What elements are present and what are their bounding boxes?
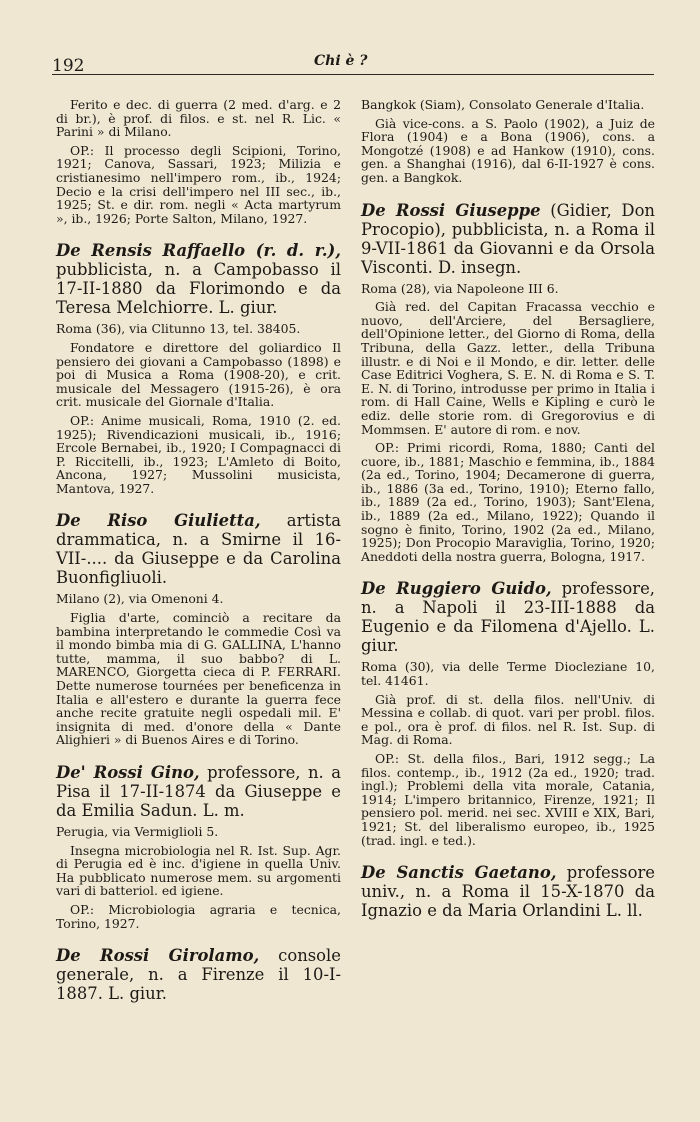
entry-works: OP.: Anime musicali, Roma, 1910 (2. ed. 1925); Rivendicazioni musicali, ib., 1916; Ercole Bernabei, ib., 1920; I Compagnacci di P. Riccitelli, ib., 1923; L'Amleto di Boito, Ancona, 1927; Mussolini musicista, Mantova, 1927. (56, 412, 341, 496)
entry-headline: pubblicista, n. a Campobasso il 17-II-1880 da Florimondo e da Teresa Melchiorre. L. giur. (56, 260, 341, 318)
entry-de-riso-giulietta (56, 511, 341, 747)
entry-headline: artista drammatica, n. a Smirne il 16-VII-.... da Giuseppe e da Carolina Buonfigliuoli. (56, 511, 341, 588)
entry-headline: (Gidier, Don Procopio), pubblicista, n. a Roma il 9-VII-1861 da Giovanni e da Orsola Visconti. D. insegn. (361, 200, 655, 277)
entry-biography: Già red. del Capitan Fracassa vecchio e nuovo, dell'Arciere, del Bersagliere, dell'Opinione letter., del Giorno di Roma, della Tribuna, della Gazz. letter., della Tribuna illustr. e di Noi e il Mondo, e dir. letter. delle Case Editrici Voghera, S. E. N. di Roma e S. T. E. N. di Torino, introdusse per primo in Italia i rom. di Hall Caine, Wells e Kipling e curò le ediz. delle storie rom. di Gregorovius e di Mommsen. E' autore di rom. e nov. (361, 299, 655, 437)
entry-de-ruggiero-guido (361, 579, 655, 847)
entry-works: OP.: Microbiologia agraria e tecnica, Torino, 1927. (56, 901, 341, 931)
right-column (361, 98, 655, 936)
entry-de-rossi-giuseppe (361, 201, 655, 564)
entry-name: De' Rossi Gino, (56, 763, 200, 782)
continued-entry (361, 98, 655, 185)
entry-address: Bangkok (Siam), Consolato Generale d'Italia. (361, 97, 645, 112)
entry-headline: professore univ., n. a Roma il 15-X-1870 da Ignazio e da Maria Orlandini L. ll. (361, 863, 655, 921)
entry-address: Roma (36), via Clitunno 13, tel. 38405. (56, 321, 301, 337)
continued-entry (56, 98, 341, 225)
entry-name: De Rensis Raffaello (r. d. r.), (56, 241, 341, 261)
entry-heading (56, 946, 341, 1003)
entry-works: OP.: Primi ricordi, Roma, 1880; Canti del cuore, ib., 1881; Maschio e femmina, ib., 1884 (2a ed., Torino, 1904; Decamerone di guerra, ib., 1886 (3a ed., Torino, 1910); Eterno fallo, ib., 1889 (2a ed., Torino, 1903); Sant'Elena, ib., 1889 (2a ed., Milano, 1922); Quando il sogno è finito, Torino, 1902 (2a ed., Milano, 1925); Don Procopio Maraviglia, Torino, 1920; Aneddoti della nostra guerra, Bologna, 1917. (361, 440, 655, 564)
left-column (56, 98, 341, 1019)
page-header (52, 52, 654, 76)
entry-name: De Rossi Girolamo, (56, 946, 260, 966)
running-title: Chi è ? (314, 53, 368, 69)
entry-biography: Figlia d'arte, cominciò a recitare da bambina interpretando le commedie Così va il mondo bimba mia di G. GALLINA, L'hanno tutte, mamma, il suo babbo? di L. MARENCO, Giorgetta cieca di P. FERRARI. Dette numerose tournées per beneficenza in Italia e all'estero e durante la guerra fece anche recite gratuite negli ospedali mil. E' insignita di med. d'onore della « Dante Alighieri » di Buenos Aires e di Torino. (56, 610, 341, 748)
entry-biography: Già prof. di st. della filos. nell'Univ. di Messina e collab. di quot. vari per probl. filos. e pol., ora è prof. di filos. nel R. Ist. Sup. di Mag. di Roma. (361, 691, 655, 748)
entry-works: OP.: Il processo degli Scipioni, Torino, 1921; Canova, Sassari, 1923; Milizia e cristianesimo nell'impero rom., ib., 1924; Decio e la crisi dell'impero nel III sec., ib., 1925; St. e dir. rom. negli « Acta martyrum », ib., 1926; Porte Salton, Milano, 1927. (56, 142, 341, 226)
entry-address: Roma (28), via Napoleone III 6. (361, 280, 559, 296)
entry-address: Roma (30), via delle Terme Diocleziane 10, tel. 41461. (361, 659, 655, 689)
entry-address: Milano (2), via Omenoni 4. (56, 591, 224, 607)
entry-heading (56, 241, 341, 317)
entry-name: De Ruggiero Guido, (361, 579, 552, 599)
entry-de-rensis-raffaello (56, 241, 341, 495)
entry-heading (56, 763, 341, 820)
entry-name: De Sanctis Gaetano, (361, 863, 557, 883)
entry-address: Perugia, via Vermiglioli 5. (56, 824, 219, 839)
entry-name: De Rossi Giuseppe (361, 200, 541, 220)
entry-name: De Riso Giulietta, (56, 511, 261, 531)
entry-works: OP.: St. della filos., Bari, 1912 segg.; La filos. contemp., ib., 1912 (2a ed., 1920; trad. ingl.); Problemi della vita morale, Catania, 1914; L'impero britannico, Firenze, 1921; Il pensiero pol. merid. nei sec. XVIII e XIX, Bari, 1921; St. del liberalismo europeo, ib., 1925 (trad. ingl. e ted.). (361, 751, 655, 848)
entry-heading (361, 863, 655, 920)
entry-biography: Già vice-cons. a S. Paolo (1902), a Juiz de Flora (1904) e a Bona (1906), cons. a Mongotzé (1908) e ad Hankow (1910), cons. gen. a Shanghai (1916), dal 6-II-1927 è cons. gen. a Bangkok. (361, 115, 655, 185)
entry-headline: professore, n. a Napoli il 23-III-1888 da Eugenio e da Filomena d'Ajello. L. giur. (361, 579, 656, 656)
entry-heading (56, 511, 341, 587)
entry-headline: professore, n. a Pisa il 17-II-1874 da Giuseppe e da Emilia Sadun. L. m. (56, 763, 341, 820)
header-rule (52, 74, 654, 75)
page-number: 192 (52, 56, 85, 76)
entry-de-rossi-girolamo (56, 946, 341, 1003)
entry-biography: Fondatore e direttore del goliardico Il pensiero dei giovani a Campobasso (1898) e poi di Musica a Roma (1908-20), e crit. musicale del Messagero (1915-26), è ora crit. musicale del Giornale d'Italia. (56, 339, 341, 410)
entry-heading (361, 201, 655, 277)
entry-de-rossi-gino (56, 763, 341, 930)
entry-biography: Ferito e dec. di guerra (2 med. d'arg. e 2 di br.), è prof. di filos. e st. nel R. Lic. « Parini » di Milano. (56, 97, 341, 140)
entry-de-sanctis-gaetano (361, 863, 655, 920)
entry-biography: Insegna microbiologia nel R. Ist. Sup. Agr. di Perugia ed è inc. d'igiene in quella Univ. Ha pubblicato numerose mem. su argomenti vari di batteriol. ed igiene. (56, 842, 341, 899)
entry-heading (361, 579, 655, 655)
entry-headline: console generale, n. a Firenze il 10-I-1887. L. giur. (56, 946, 341, 1004)
